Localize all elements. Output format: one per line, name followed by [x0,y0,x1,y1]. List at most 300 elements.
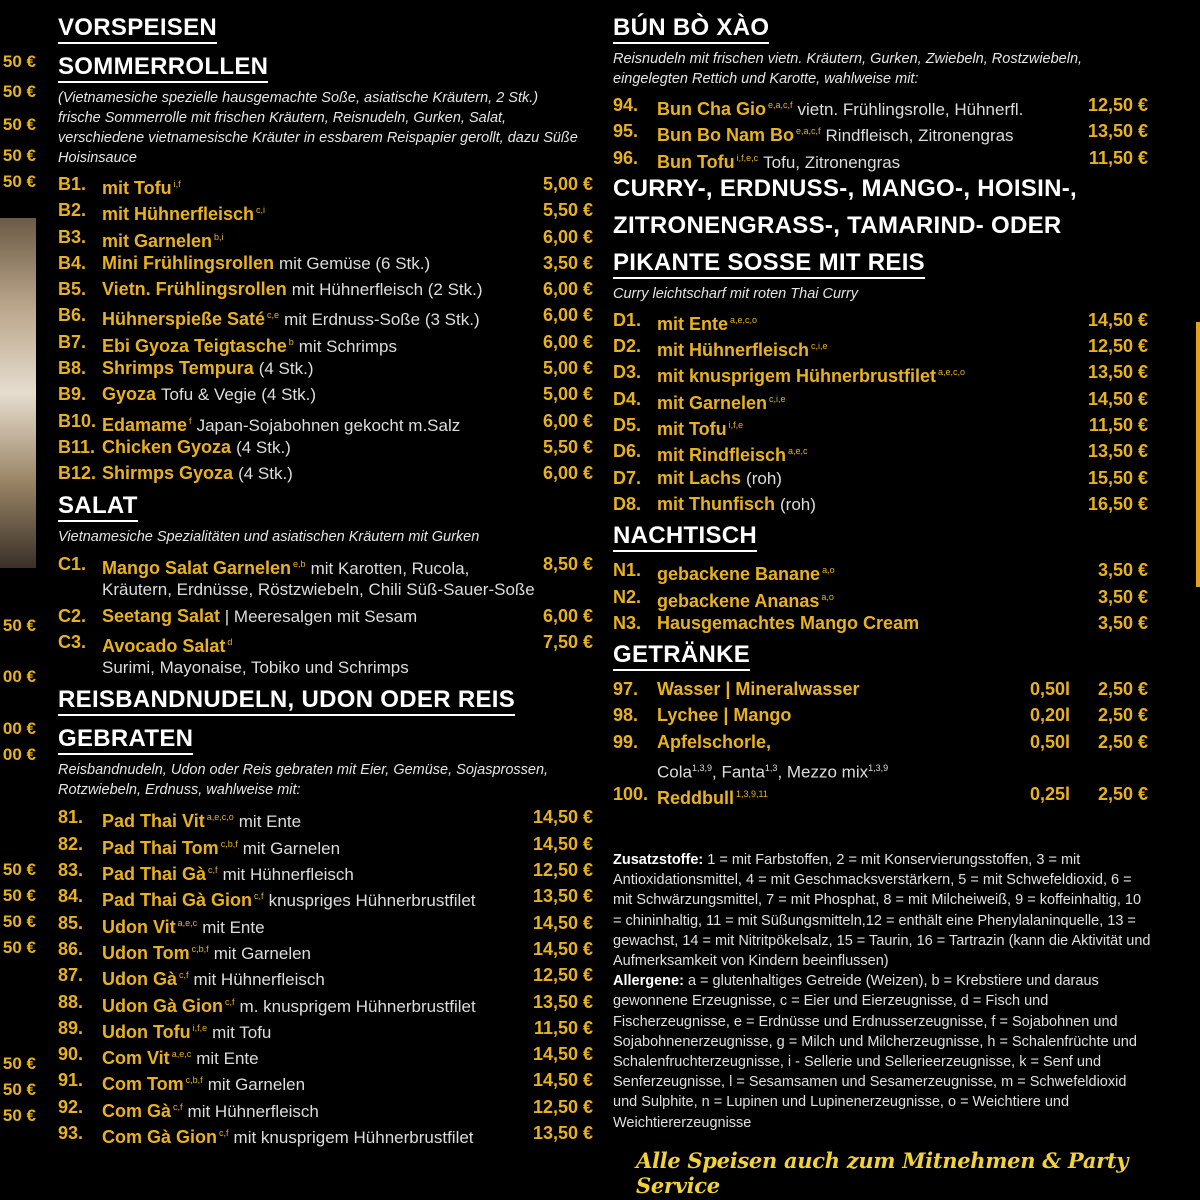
item-extra: mit Schrimps [298,336,397,356]
menu-item [58,1015,593,1041]
section-title-nachtisch: NACHTISCH [613,522,757,552]
menu-item [613,491,1148,517]
edge-price: 50 € [2,82,36,101]
allergen-codes: c,f [173,1101,183,1112]
item-price: 13,50 € [1087,362,1148,383]
item-name: Pad Thai Gà [102,864,207,885]
allergen-codes: a,e,c [177,917,198,928]
additive-codes: 1,3 [764,763,778,774]
item-extra: mit Karotten, Rucola, [310,558,470,578]
allergene-label: Allergene: [613,973,684,990]
item-name: Com Tom [102,1074,184,1095]
item-price: 6,00 € [542,463,593,484]
item-name: Bun Cha Gio [657,99,766,119]
item-number: 91. [58,1070,84,1091]
item-number: B2. [58,200,87,221]
item-number: B6. [58,305,87,326]
item-name: mit Rindfleisch [657,445,787,466]
allergen-codes: c,i,e [811,341,828,352]
menu-item [58,936,593,962]
item-price: 11,50 € [533,1017,593,1038]
section-title-curry-line1: CURRY-, ERDNUSS-, MANGO-, HOISIN-, [613,174,1077,202]
item-number: N1. [613,560,642,581]
menu-item [58,629,593,655]
item-price: 3,50 € [542,252,593,273]
item-price: 6,00 € [542,226,593,247]
edge-price: 50 € [2,172,36,191]
allergen-codes: a,e,c,o [730,314,758,325]
item-price: 12,50 € [532,965,593,986]
allergen-codes: a,e,c,o [206,812,234,823]
item-number: B4. [58,252,87,273]
allergen-codes: e,b [293,558,306,569]
allergen-codes: f [189,415,192,426]
item-price: 14,50 € [1087,309,1148,330]
item-name: mit Lachs [657,467,742,488]
item-extra: (4 Stk.) [238,464,293,484]
menu-item [58,276,593,302]
menu-column-right [613,10,1148,807]
item-number: D5. [613,415,642,436]
item-number: D2. [613,336,642,357]
allergen-codes: c,e [267,310,280,321]
item-name: Mini Frühlingsrollen [102,252,274,273]
item-extra: Meeresalgen mit Sesam [233,606,418,626]
item-name: Reddbull [657,788,734,809]
item-number: C2. [58,605,87,626]
allergen-codes: e,a,c,f [768,100,793,110]
item-number: 85. [58,912,84,933]
item-price: 6,00 € [542,605,593,626]
item-extra: mit Tofu [212,1022,272,1042]
menu-column-left [58,10,593,1146]
item-name: Udon Tofu [102,1021,191,1042]
item-extra: mit knusprigem Hühnerbrustfilet [233,1128,474,1148]
item-name: Hausgemachtes Mango Cream [657,612,920,633]
menu-item: C2. Seetang Salat | Meeresalgen mit Sesam 6,00 € [58,603,593,629]
bun-list [613,92,1148,171]
drink-cola: Cola [657,762,692,782]
drink-mezzo: , Mezzo mix [777,762,869,782]
edge-price: 50 € [2,1054,36,1073]
allergen-codes: c,b,f [220,838,238,849]
item-name: Edamame [102,414,188,435]
item-number: B8. [58,358,87,379]
item-number: B3. [58,226,87,247]
item-name: Shirmps Gyoza [102,463,234,484]
edge-price: 50 € [2,146,36,165]
section-description: Reisnudeln mit frischen vietn. Kräutern, Gurken, Zwiebeln, Rostzwiebeln, eingelegten Rettich und Karotte, wahlweise mit: [613,51,1083,87]
edge-price: 50 € [2,1080,36,1099]
item-name: Udon Gà Gion [102,995,223,1016]
edge-price: 50 € [2,52,36,71]
item-extra-continued: Surimi, Mayonaise, Tobiko und Schrimps [102,658,409,678]
drink-fanta: , Fanta [712,762,765,782]
item-name: mit Tofu [102,178,172,198]
item-price: 6,00 € [542,279,593,300]
allergen-codes: c,b,f [185,1075,203,1086]
item-name: Pad Thai Vit [102,811,205,832]
item-name: mit Ente [657,313,729,334]
item-name: Shrimps Tempura [102,358,254,379]
menu-item [613,729,1148,755]
menu-item [58,434,593,460]
allergen-codes: b [288,336,294,347]
item-extra: (roh) [780,494,816,514]
menu-item [613,386,1148,412]
item-price: 2,50 € [1097,679,1148,700]
item-number: D4. [613,388,642,409]
item-price: 8,50 € [542,553,593,574]
item-number: B12. [58,463,97,484]
item-number: 99. [613,731,639,752]
item-price: 12,50 € [1087,336,1148,357]
item-number: 98. [613,705,639,726]
allergen-codes: b,i [214,231,224,242]
item-number: B9. [58,384,87,405]
item-price: 12,50 € [1087,95,1148,115]
item-price: 14,50 € [1087,388,1148,409]
section-title-salat: SALAT [58,492,138,522]
section-title-curry-line2: ZITRONENGRASS-, TAMARIND- ODER [613,211,1062,239]
item-extra: Rindfleisch, Zitronengras [825,126,1014,146]
menu-item [58,989,593,1015]
item-extra: (4 Stk.) [236,437,291,457]
item-name: Com Gà [102,1100,172,1121]
allergen-codes: c,b,f [191,943,209,954]
item-price: 11,50 € [1088,415,1148,436]
additive-codes: 1,3,9,11 [736,789,768,800]
item-name: mit Tofu [657,419,727,440]
item-name: Udon Tom [102,942,190,963]
additive-codes: 1,3,9 [868,763,889,774]
menu-item [58,857,593,883]
item-number: D6. [613,441,642,462]
item-name: Apfelschorle, [657,731,772,752]
item-name: mit knusprigem Hühnerbrustfilet [657,366,937,387]
edge-price: 50 € [2,912,36,931]
menu-item [58,831,593,857]
item-price: 13,50 € [532,991,593,1012]
item-extra: mit Hühnerfleisch (2 Stk.) [291,280,483,300]
edge-price: 50 € [2,616,36,635]
item-number: 83. [58,860,84,881]
menu-item [58,355,593,381]
menu-item [58,302,593,328]
item-name: Ebi Gyoza Teigtasche [102,335,287,356]
item-extra: mit Hühnerfleisch [222,865,354,885]
menu-item [613,412,1148,438]
item-name: gebackene Ananas [657,590,820,611]
item-number: 92. [58,1096,84,1117]
allergen-codes: c,f [219,1128,229,1139]
section-description: Curry leichtscharf mit roten Thai Curry [613,285,858,302]
section-description: Reisbandnudeln, Udon oder Reis gebraten mit Eier, Gemüse, Sojasprossen, Rotzwiebeln, Erdnuss, wahlweise mit: [58,762,549,799]
item-name: Mango Salat Garnelen [102,557,292,578]
curry-list [613,307,1148,517]
food-photo-edge [0,218,36,568]
item-extra: mit Hühnerfleisch [187,1101,319,1121]
item-price: 3,50 € [1097,560,1148,581]
item-number: 88. [58,991,84,1012]
item-extra: mit Erdnuss-Soße (3 Stk.) [284,310,480,330]
allergen-codes: d [227,637,233,648]
item-price: 3,50 € [1097,612,1148,633]
item-name: Hühnerspieße Saté [102,309,266,330]
item-extra: mit Garnelen [207,1075,306,1095]
item-price: 14,50 € [532,1070,593,1091]
item-number: B7. [58,331,87,352]
item-extra: Japan-Sojabohnen gekocht m.Salz [196,415,461,435]
edge-price: 50 € [2,938,36,957]
item-number: N3. [613,612,642,633]
item-volume: 0,50l [1029,679,1070,700]
item-name: Com Vit [102,1048,170,1069]
menu-item [58,224,593,250]
item-price: 16,50 € [1087,493,1148,514]
section-title-reisbandnudeln: REISBANDNUDELN, UDON ODER REIS [58,686,515,716]
item-price: 11,50 € [1088,147,1148,168]
menu-item [613,145,1148,171]
item-name: mit Thunfisch [657,493,775,514]
allergen-codes: a,o [822,565,835,576]
allergen-codes: i,f,e [728,420,744,431]
item-number: 86. [58,938,84,959]
item-extra: mit Ente [238,812,302,832]
menu-item [58,329,593,355]
item-number: B10. [58,410,97,431]
item-number: 95. [613,121,639,142]
menu-item [58,381,593,407]
allergen-codes: c,f [208,865,218,876]
section-description: frische Sommerrolle mit frischen Kräutern, Reisnudeln, Gurken, Salat, verschiedene vietnamesische Kräuter in essbarem Reispapier gerollt, dazu Süße Hoisinsauce [58,110,578,166]
allergen-codes: a,e,c [788,446,808,457]
menu-item [613,333,1148,359]
menu-item [58,171,593,197]
item-extra: Tofu & Vegie (4 Stk.) [161,385,317,405]
edge-price: 50 € [2,115,36,134]
item-number: B5. [58,279,87,300]
allergen-codes: c,i [256,205,266,216]
item-name: gebackene Banane [657,564,821,585]
item-price: 5,50 € [542,200,593,221]
item-extra: mit Hühnerfleisch [193,970,325,990]
item-price: 3,50 € [1097,586,1148,607]
item-name: mit Hühnerfleisch [102,204,255,225]
item-extra: mit Ente [202,917,265,937]
menu-item [58,197,593,223]
item-extra: mit Ente [196,1049,259,1069]
menu-item [58,962,593,988]
edge-price: 00 € [2,745,36,764]
section-description: (Vietnamesiche spezielle hausgemachte Soße, asiatische Kräutern, 2 Stk.) [58,90,539,106]
allergen-codes: e,a,c,f [796,126,821,137]
item-number: D8. [613,493,642,514]
edge-price: 50 € [2,1106,36,1125]
item-name: Vietn. Frühlingsrollen [102,279,287,300]
item-volume: 0,25l [1029,784,1070,805]
menu-item [58,883,593,909]
section-title-bun-bo-xao: BÚN BÒ XÀO [613,14,769,44]
item-number: 94. [613,95,639,115]
item-price: 2,50 € [1097,784,1148,805]
item-price: 14,50 € [532,912,593,933]
item-name: Gyoza [102,384,157,405]
menu-item [613,702,1148,728]
item-number: C3. [58,632,87,653]
menu-item [58,250,593,276]
allergen-codes: a,e,c [171,1049,192,1060]
item-price: 5,00 € [542,174,593,194]
item-name: Lychee | Mango [657,705,792,726]
item-number: 90. [58,1044,84,1065]
item-price: 5,00 € [542,384,593,405]
item-price: 13,50 € [532,1123,593,1144]
item-volume: 0,50l [1029,731,1070,752]
menu-item [613,307,1148,333]
item-name: Chicken Gyoza [102,436,232,457]
section-subtitle-sommerrollen: SOMMERROLLEN [58,53,268,83]
item-price: 7,50 € [542,632,593,653]
item-name: mit Garnelen [102,230,213,251]
menu-item [58,551,593,577]
item-price: 14,50 € [532,833,593,854]
edge-price: 50 € [2,886,36,905]
item-name: Avocado Salat [102,636,226,657]
item-number: 87. [58,965,84,986]
drink-continued [613,755,1148,781]
zusatzstoffe-text: 1 = mit Farbstoffen, 2 = mit Konservierungsstoffen, 3 = mit Antioxidationsmittel, 4 = mit Geschmacksverstärkern, 5 = mit Schwefeldioxid, 6 = mit Schwärzungsmittel, 7 = mit Phosphat, 8 = mit Milcheiweiß, 9 = koffeinhaltig, 10 = chininhaltig, 11 = mit Süßungsmitteln,12 = enthält eine Phenylalaninquelle, 13 = gewachst, 14 = mit Nitritpökelsalz, 15 = Taurin, 16 = Tartrazin (kann die Aktivität und Aufmerksamkeit von Kindern beeinflussen) [613,852,1151,970]
section-title-vorspeisen: VORSPEISEN [58,14,217,44]
edge-price: 00 € [2,667,36,686]
allergen-codes: c,f [179,970,189,981]
allergen-codes: i,f,e,c [736,152,759,163]
item-price: 2,50 € [1097,705,1148,726]
menu-item [613,676,1148,702]
allergen-codes: i,f,e [192,1022,208,1033]
item-number: 100. [613,784,649,805]
item-price: 2,50 € [1097,731,1148,752]
allergene-text: a = glutenhaltiges Getreide (Weizen), b = Krebstiere und daraus gewonnene Erzeugnisse, c = Eier und Eierzeugnisse, d = Fisch und Fischerzeugnisse, e = Erdnüsse und Erdnusserzeugnisse, f = Sojabohnen und Sojabohnenerzeugnisse, g = Milch und Milcherzeugnisse, h = Schalenfrüchte und Schalenfruchterzeugnisse, i - Sellerie und Sellerieerzeugnisse, k = Senf und Senferzeugnisse, l = Sesamsamen und Sesamerzeugnisse, m = Schwefeldioxid und Sulphite, n = Lupinen und Lupinenerzeugnisse, o = Weichtiere und Weichtiererzeugnisse [613,973,1137,1131]
item-number: N2. [613,586,642,607]
item-extra: knuspriges Hühnerbrustfilet [268,891,476,911]
item-number: 89. [58,1017,84,1038]
item-price: 14,50 € [532,1044,593,1065]
menu-item [613,438,1148,464]
item-extra: mit Garnelen [213,943,312,963]
menu-item [58,1120,593,1146]
section-title-getraenke: GETRÄNKE [613,641,750,671]
menu-item [613,557,1148,583]
item-extra: (4 Stk.) [258,359,314,379]
item-extra: vietn. Frühlingsrolle, Hühnerfl. [797,100,1024,119]
item-name: Seetang Salat [102,605,221,626]
item-extra: mit Garnelen [242,838,341,858]
allergen-codes: c,f [254,891,264,902]
item-price: 13,50 € [532,886,593,907]
item-number: B1. [58,174,87,194]
item-price: 13,50 € [1087,121,1148,142]
item-price: 13,50 € [1087,441,1148,462]
menu-item [58,910,593,936]
right-photo-edge [1196,322,1200,587]
menu-item [613,92,1148,118]
allergen-codes: c,f [225,996,235,1007]
item-price: 6,00 € [542,305,593,326]
item-name: mit Hühnerfleisch [657,340,810,361]
item-number: D1. [613,309,642,330]
vorspeisen-list [58,171,593,487]
item-extra: Tofu, Zitronengras [763,152,901,172]
item-volume: 0,20l [1029,705,1070,726]
getraenke-list [613,676,1148,755]
item-price: 5,50 € [542,436,593,457]
item-name: Bun Bo Nam Bo [657,125,794,146]
menu-item [613,465,1148,491]
menu-item [58,1094,593,1120]
item-name: Wasser | Mineralwasser [657,679,860,700]
additives-allergens-notes [613,850,1153,1133]
allergen-codes: a,o [821,591,834,602]
menu-item [613,610,1148,636]
menu-item [58,408,593,434]
item-name: Udon Gà [102,969,177,990]
zusatzstoffe-label: Zusatzstoffe: [613,852,704,868]
item-price: 12,50 € [532,1096,593,1117]
item-number: 84. [58,886,84,907]
item-name: Bun Tofu [657,151,735,172]
allergen-codes: c,i,e [769,393,786,404]
section-title-curry-line3: PIKANTE SOSSE MIT REIS [613,249,925,279]
reisband-list [58,804,593,1146]
item-price: 5,00 € [542,358,593,379]
allergen-codes: a,e,c,o [938,367,966,378]
item-price: 14,50 € [532,938,593,959]
item-extra: m. knusprigem Hühnerbrustfilet [239,996,476,1016]
menu-item [613,118,1148,144]
menu-item [613,781,1148,807]
item-name: Pad Thai Gà Gion [102,890,253,911]
item-extra-continued: Kräutern, Erdnüsse, Röstzwiebeln, Chili Süß-Sauer-Soße [102,579,535,599]
additive-codes: 1,3,9 [691,763,712,774]
item-number: D7. [613,467,642,488]
item-price: 6,00 € [542,331,593,352]
section-description: Vietnamesiche Spezialitäten und asiatischen Kräutern mit Gurken [58,528,480,545]
nachtisch-list [613,557,1148,636]
item-number: C1. [58,553,87,574]
item-name: mit Garnelen [657,392,768,413]
item-price: 6,00 € [542,410,593,431]
item-price: 15,50 € [1087,467,1148,488]
menu-item [58,460,593,486]
section-subtitle-gebraten: GEBRATEN [58,725,193,755]
item-number: 96. [613,147,639,168]
item-number: 97. [613,679,639,700]
menu-item [58,1041,593,1067]
item-name: Com Gà Gion [102,1127,218,1148]
edge-price: 50 € [2,860,36,879]
item-price: 14,50 € [532,807,593,828]
item-number: B11. [58,436,96,457]
item-number: 93. [58,1123,84,1144]
edge-price: 00 € [2,719,36,738]
allergen-codes: i,f [173,179,181,189]
item-extra: (roh) [746,468,782,488]
item-extra: mit Gemüse (6 Stk.) [279,253,431,273]
menu-item [58,804,593,830]
menu-item [58,1067,593,1093]
menu-item [613,584,1148,610]
